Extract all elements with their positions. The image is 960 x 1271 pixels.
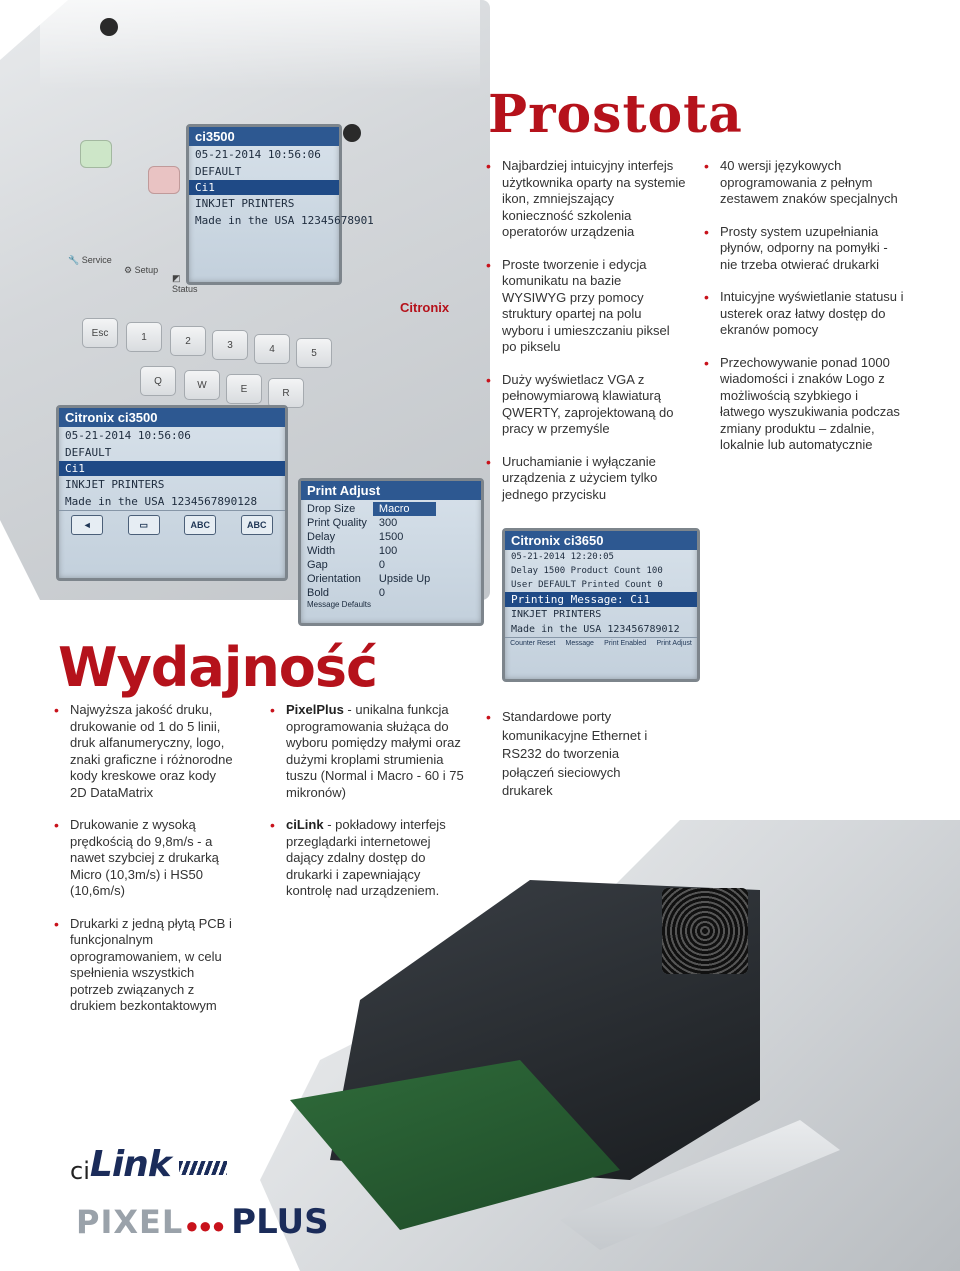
lcd-message: Ci1 bbox=[59, 461, 285, 476]
cilink-ci: ci bbox=[70, 1157, 90, 1185]
list-item: • Proste tworzenie i edycja komunikatu na bazie WYSIWYG przy pomocy struktury opartej na polu wyboru i umieszczaniu piksel po pikselu bbox=[486, 257, 686, 356]
lcd-line: Made in the USA 12345678901 bbox=[195, 214, 374, 227]
lcd-line: INKJET PRINTERS bbox=[511, 609, 602, 620]
gear-icon: ⚙ bbox=[124, 265, 133, 275]
red-button[interactable] bbox=[148, 166, 180, 194]
setup-button[interactable] bbox=[124, 265, 158, 276]
list-item: • Uruchamianie i wyłączanie urządzenia z użyciem tylko jednego przycisku bbox=[486, 454, 686, 504]
list-item: • Drukowanie z wysoką prędkością do 9,8m/s - a nawet szybciej z drukarką Micro (10,3m/s) i HS50 (10,6m/s) bbox=[54, 817, 234, 900]
brand-logo: Citronix bbox=[400, 300, 450, 315]
lcd-delay: Delay 1500 Product Count 100 bbox=[511, 566, 663, 576]
list-item: • Standardowe porty komunikacyjne Ethernet i RS232 do tworzenia połączeń sieciowych drukarek bbox=[486, 708, 661, 801]
list-item: • PixelPlus - unikalna funkcja oprogramowania służąca do wyboru pomiędzy małymi oraz dużymi kroplami strumienia tuszu (Normal i Macro - 60 i 75 mikronów) bbox=[270, 702, 470, 801]
key-2[interactable]: 2 bbox=[170, 326, 206, 356]
key-w[interactable]: W bbox=[184, 370, 220, 400]
softkey-abc[interactable]: ABC bbox=[184, 515, 216, 535]
softkey-counter-reset[interactable]: Counter Reset bbox=[510, 640, 556, 647]
dots-icon: ●●● bbox=[185, 1213, 226, 1238]
list-item: • Przechowywanie ponad 1000 wiadomości i znaków Logo z możliwością szybkiego i łatwego wyszukiwania podczas zmiany produktu – zdalnie, lokalnie lub automatycznie bbox=[704, 355, 904, 454]
key-4[interactable]: 4 bbox=[254, 334, 290, 364]
plus-word: PLUS bbox=[231, 1202, 329, 1242]
softkey[interactable]: ▭ bbox=[128, 515, 160, 535]
lcd-date: 05-21-2014 10:56:06 bbox=[65, 429, 191, 442]
key-1[interactable]: 1 bbox=[126, 322, 162, 352]
table-row: Width 100 bbox=[307, 545, 398, 557]
cilink-logo bbox=[70, 1145, 227, 1185]
service-label: Service bbox=[81, 255, 112, 265]
list-item: • Najbardziej intuicyjny interfejs użytkownika oparty na systemie ikon, zmniejszający konieczność szkolenia operatorów urządzenia bbox=[486, 158, 686, 241]
key-esc[interactable]: Esc bbox=[82, 318, 118, 348]
list-item: • Duży wyświetlacz VGA z pełnowymiarową klawiaturą QWERTY, zaprojektowaną do pracy w przemyśle bbox=[486, 372, 686, 438]
lcd-title: ci3500 bbox=[189, 127, 339, 146]
wrench-icon: 🔧 bbox=[68, 255, 80, 265]
status-icon: ◩ bbox=[172, 273, 181, 283]
key-r[interactable]: R bbox=[268, 378, 304, 408]
lcd-title: Print Adjust bbox=[301, 481, 481, 500]
lcd-title: Citronix ci3650 bbox=[505, 531, 697, 550]
key-3[interactable]: 3 bbox=[212, 330, 248, 360]
list-item: • Intuicyjne wyświetlanie statusu i usterek oraz łatwy dostęp do ekranów pomocy bbox=[704, 289, 904, 339]
knob bbox=[343, 124, 361, 142]
lcd-line: 05-21-2014 10:56:06 bbox=[195, 148, 321, 161]
list-item: • Najwyższa jakość druku, drukowanie od 1 do 5 linii, druk alfanumeryczny, logo, znaki graficzne i różnorodne kody kreskowe oraz kody 2D DataMatrix bbox=[54, 702, 234, 801]
print-adjust-lcd-screen bbox=[298, 478, 484, 626]
softkeys bbox=[59, 510, 285, 539]
lcd-line: Made in the USA 1234567890128 bbox=[65, 495, 258, 508]
softkey-print-adjust[interactable]: Print Adjust bbox=[656, 640, 692, 647]
softkey-print-enabled[interactable]: Print Enabled bbox=[604, 640, 647, 647]
key-5[interactable]: 5 bbox=[296, 338, 332, 368]
softkey-left-icon[interactable]: ◄ bbox=[71, 515, 103, 535]
table-row: Bold 0 bbox=[307, 587, 386, 599]
cilink-link: Link bbox=[89, 1144, 171, 1185]
list-item: • ciLink - pokładowy interfejs przeglądarki internetowej dający zdalny dostęp do drukarki i zapewniający kontrolę nad urządzeniem. bbox=[270, 817, 470, 900]
stripes-icon bbox=[179, 1161, 227, 1175]
table-row: Drop Size Macro bbox=[301, 502, 436, 516]
lcd-bar: Ci1 bbox=[189, 180, 339, 195]
lcd-line: INKJET PRINTERS bbox=[65, 478, 165, 491]
wydajnosc-heading: Wydajność bbox=[58, 636, 378, 699]
lcd-footer: Message Defaults bbox=[307, 600, 372, 609]
lcd-user: User DEFAULT Printed Count 0 bbox=[511, 580, 663, 590]
panel-sheen bbox=[40, 0, 480, 90]
knob bbox=[100, 18, 118, 36]
wydajnosc-list-middle bbox=[270, 702, 470, 916]
lcd-line: INKJET PRINTERS bbox=[195, 197, 295, 210]
lcd-printing-message: Printing Message: Ci1 bbox=[505, 592, 697, 607]
lcd-title: Citronix ci3500 bbox=[59, 408, 285, 427]
lcd-user: DEFAULT bbox=[65, 446, 112, 459]
list-item: • 40 wersji językowych oprogramowania z pełnym zestawem znaków specjalnych bbox=[704, 158, 904, 208]
table-row: Delay 1500 bbox=[307, 531, 404, 543]
lcd-line: DEFAULT bbox=[195, 165, 242, 178]
wydajnosc-list-right bbox=[486, 708, 661, 817]
list-item: • Prosty system uzupełniania płynów, odporny na pomyłki - nie trzeba otwierać drukarki bbox=[704, 224, 904, 274]
prostota-list-left bbox=[486, 158, 686, 519]
softkeys bbox=[505, 637, 697, 649]
lcd-line: Made in the USA 123456789012 bbox=[511, 624, 680, 635]
table-row: Gap 0 bbox=[307, 559, 386, 571]
table-row: Orientation Upside Up bbox=[307, 573, 431, 585]
list-item: • Drukarki z jedną płytą PCB i funkcjonalnym oprogramowaniem, w celu spełnienia wszystkich potrzeb związanych z drukiem bezkontaktowym bbox=[54, 916, 234, 1015]
prostota-list-right bbox=[704, 158, 904, 470]
setup-label: Setup bbox=[134, 265, 159, 275]
wydajnosc-list-left bbox=[54, 702, 234, 1031]
service-button[interactable] bbox=[68, 255, 112, 266]
prostota-heading: Prostota bbox=[488, 84, 743, 145]
ci3650-lcd-screen bbox=[502, 528, 700, 682]
green-button[interactable] bbox=[80, 140, 112, 168]
ci3500-lcd-screen bbox=[56, 405, 288, 581]
key-e[interactable]: E bbox=[226, 374, 262, 404]
fan-icon bbox=[662, 888, 748, 974]
pixel-word: PIXEL bbox=[76, 1203, 184, 1241]
status-label: Status bbox=[172, 284, 198, 294]
pixelplus-logo bbox=[76, 1202, 329, 1242]
table-row: Print Quality 300 bbox=[307, 517, 398, 529]
print-adjust-table bbox=[301, 502, 436, 600]
key-q[interactable]: Q bbox=[140, 366, 176, 396]
softkey-message[interactable]: Message bbox=[565, 640, 594, 647]
panel-buttons bbox=[68, 255, 198, 295]
softkey-abc[interactable]: ABC bbox=[241, 515, 273, 535]
status-button[interactable] bbox=[172, 273, 198, 294]
top-lcd-screen bbox=[186, 124, 374, 285]
lcd-date: 05-21-2014 12:20:05 bbox=[511, 552, 614, 562]
